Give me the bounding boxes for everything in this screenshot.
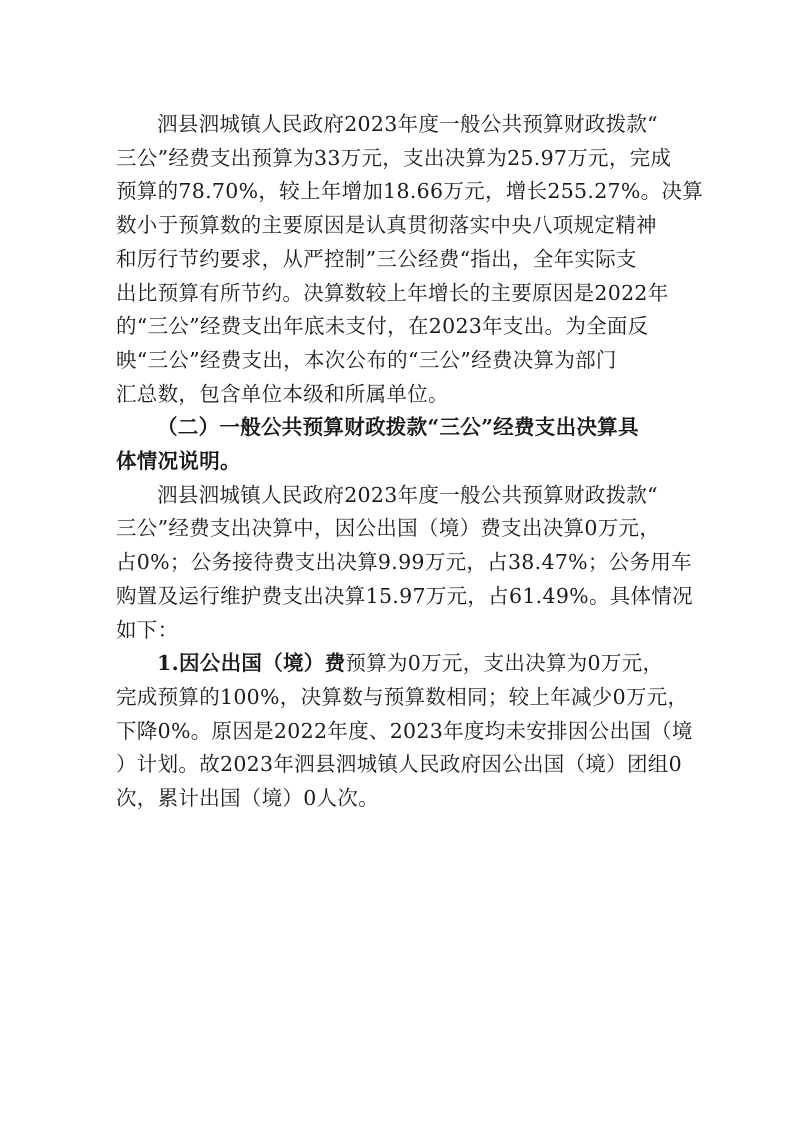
item-text: 预算为0万元，支出决算为0万元， bbox=[345, 651, 664, 676]
text-line: 完成预算的100%，决算数与预算数相同；较上年减少0万元， bbox=[116, 684, 689, 709]
text-line: 和厉行节约要求，从严控制”三公经费“指出，全年实际支 bbox=[116, 246, 637, 271]
text-line: 泗县泗城镇人民政府2023年度一般公共预算财政拨款“ bbox=[157, 112, 658, 136]
heading-line: （二）一般公共预算财政拨款“三公”经费支出决算具 bbox=[157, 415, 639, 440]
text-line: 出比预算有所节约。决算数较上年增长的主要原因是2022年 bbox=[116, 280, 669, 305]
text-line: 三公”经费支出预算为33万元，支出决算为25.97万元，完成 bbox=[116, 145, 672, 170]
heading-line: 体情况说明。 bbox=[116, 449, 241, 474]
paragraph-overseas-travel bbox=[116, 647, 693, 816]
text-line: 的“三公”经费支出年底未支付，在2023年支出。为全面反 bbox=[116, 314, 649, 339]
text-line: 泗县泗城镇人民政府2023年度一般公共预算财政拨款“ bbox=[157, 482, 658, 507]
text-line: 三公”经费支出决算中，因公出国（境）费支出决算0万元， bbox=[116, 516, 661, 541]
text-line bbox=[116, 647, 678, 681]
text-line: 数小于预算数的主要原因是认真贯彻落实中央八项规定精神 bbox=[116, 213, 657, 238]
text-line: 映“三公”经费支出，本次公布的“三公”经费决算为部门 bbox=[116, 347, 617, 372]
text-line: 下降0%。原因是2022年度、2023年度均未安排因公出国（境 bbox=[116, 718, 693, 743]
document-body bbox=[116, 108, 704, 816]
text-line: ）计划。故2023年泗县泗城镇人民政府因公出国（境）团组0 bbox=[116, 752, 682, 777]
section-heading bbox=[116, 411, 678, 478]
paragraph-overview bbox=[116, 108, 704, 411]
text-line: 购置及运行维护费支出决算15.97万元，占61.49%。具体情况 bbox=[116, 583, 693, 608]
item-lead: 1.因公出国（境）费 bbox=[157, 651, 346, 676]
paragraph-breakdown bbox=[116, 479, 693, 648]
text-line: 次，累计出国（境）0人次。 bbox=[116, 786, 379, 811]
text-line: 预算的78.70%，较上年增加18.66万元，增长255.27%。决算 bbox=[116, 179, 704, 204]
text-line: 汇总数，包含单位本级和所属单位。 bbox=[116, 381, 449, 406]
text-line: 占0%；公务接待费支出决算9.99万元，占38.47%；公务用车 bbox=[116, 550, 692, 575]
text-line: 如下： bbox=[116, 617, 179, 642]
